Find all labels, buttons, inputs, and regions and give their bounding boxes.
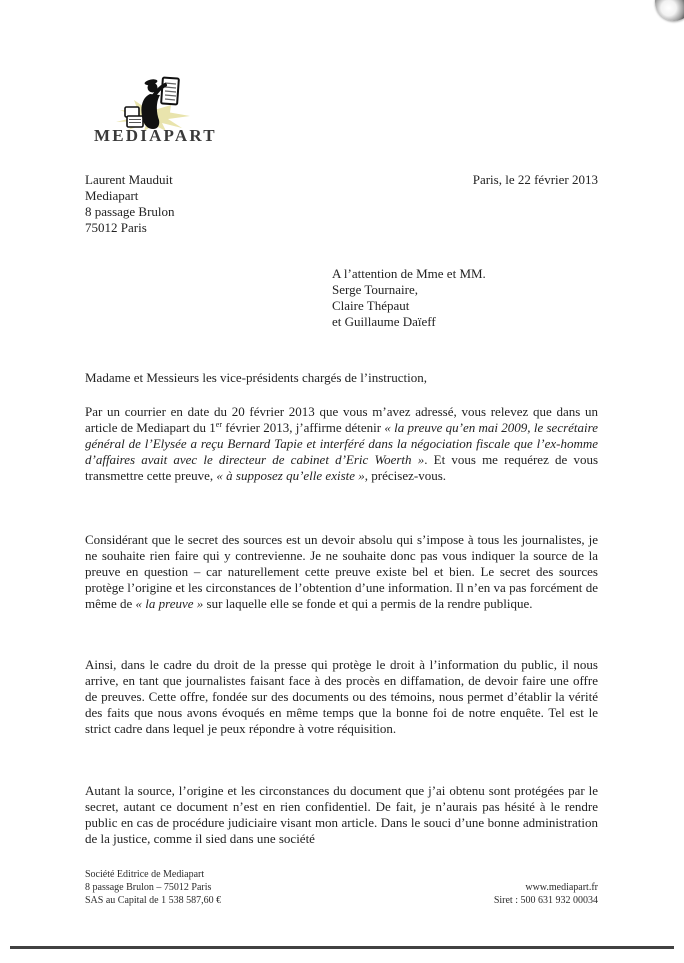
- footer-company-name: Société Editrice de Mediapart: [85, 869, 205, 880]
- mediapart-logo-icon: [114, 74, 192, 132]
- recipient-block: [332, 266, 486, 330]
- footer-legal-block: [494, 881, 598, 907]
- paragraph-text: Par un courrier en date du 20 février 2013 que vous m’avez adressé, vous relevez que dans un article de Mediapart du 1: [85, 404, 598, 435]
- ordinal-superscript: er: [215, 420, 222, 429]
- mediapart-wordmark: MEDIAPART: [94, 126, 217, 145]
- sender-org: Mediapart: [85, 188, 139, 203]
- footer-website: www.mediapart.fr: [525, 882, 598, 893]
- paragraph-text: . Et vous me requérez de vous transmettre cette preuve,: [85, 452, 599, 483]
- recipient-attn: A l’attention de Mme et MM.: [332, 266, 486, 281]
- footer-company-capital: SAS au Capital de 1 538 587,60 €: [85, 895, 222, 906]
- salutation: Madame et Messieurs les vice-présidents chargés de l’instruction,: [85, 370, 427, 385]
- sender-street: 8 passage Brulon: [85, 204, 175, 219]
- paragraph-text: Autant la source, l’origine et les circonstances du document que j’ai obtenu sont protégées par le secret, autant ce document n’est en rien confidentiel. De fait, je n’aurais pas hésité à le rendre public en cas de procédure judiciaire visant mon article. Dans le souci d’une bonne administration de la justice, comme il sied dans une société: [85, 783, 598, 846]
- recipient-3: et Guillaume Daïeff: [332, 314, 436, 329]
- letter-footer: [85, 868, 598, 907]
- quoted-text: « la preuve »: [135, 596, 204, 611]
- recipient-1: Serge Tournaire,: [332, 282, 418, 297]
- footer-company-block: [85, 868, 221, 907]
- footer-siret: Siret : 500 631 932 00034: [493, 895, 598, 906]
- paragraph-text: Considérant que le secret des sources est un devoir absolu qui s’impose à tous les journalistes, je ne souhaite rien faire qui y contrevienne. Je ne souhaite donc pas vous indiquer la source de la preuve en question – car naturellement cette preuve existe bel et bien. Le secret des sources protège l’origine et les circonstances de l’obtention d’une information. Il n’en va pas forcément de même de: [85, 532, 598, 611]
- paragraph-text: février 2013, j’affirme détenir: [222, 420, 385, 435]
- sender-address-block: [85, 172, 175, 236]
- recipient-2: Claire Thépaut: [332, 298, 410, 313]
- quoted-text: « à supposez qu’elle existe »: [216, 468, 365, 483]
- date-line: Paris, le 22 février 2013: [472, 172, 598, 187]
- paragraph-2: [85, 532, 598, 612]
- sender-name: Laurent Mauduit: [85, 172, 173, 187]
- paragraph-1: [85, 404, 598, 484]
- quoted-text: « la preuve qu’en mai 2009, le secrétaire général de l’Elysée a reçu Bernard Tapie et interféré dans la négociation fiscale que l’ex-homme d’affaires avait avec le directeur de cabinet d’Eric Woerth »: [85, 420, 598, 467]
- corner-circle-button[interactable]: [655, 0, 684, 21]
- paragraph-text: Ainsi, dans le cadre du droit de la presse qui protège le droit à l’information du public, il nous arrive, en tant que journalistes faisant face à des procès en diffamation, de devoir faire une offre de preuves. Cette offre, fondée sur des documents ou des témoins, nous permet d’établir la vérité des faits que nous avons évoqués en même temps que la bonne foi de notre enquête. Tel est le strict cadre dans lequel je peux répondre à votre réquisition.: [85, 657, 598, 736]
- paragraph-3: [85, 657, 598, 737]
- paragraph-text: sur laquelle elle se fonde et qui a permis de la rendre publique.: [203, 596, 533, 611]
- bottom-rule: [10, 946, 674, 949]
- sender-city: 75012 Paris: [85, 220, 147, 235]
- paragraph-text: , précisez-vous.: [364, 468, 446, 483]
- footer-company-address: 8 passage Brulon – 75012 Paris: [85, 882, 212, 893]
- paragraph-4: [85, 783, 598, 847]
